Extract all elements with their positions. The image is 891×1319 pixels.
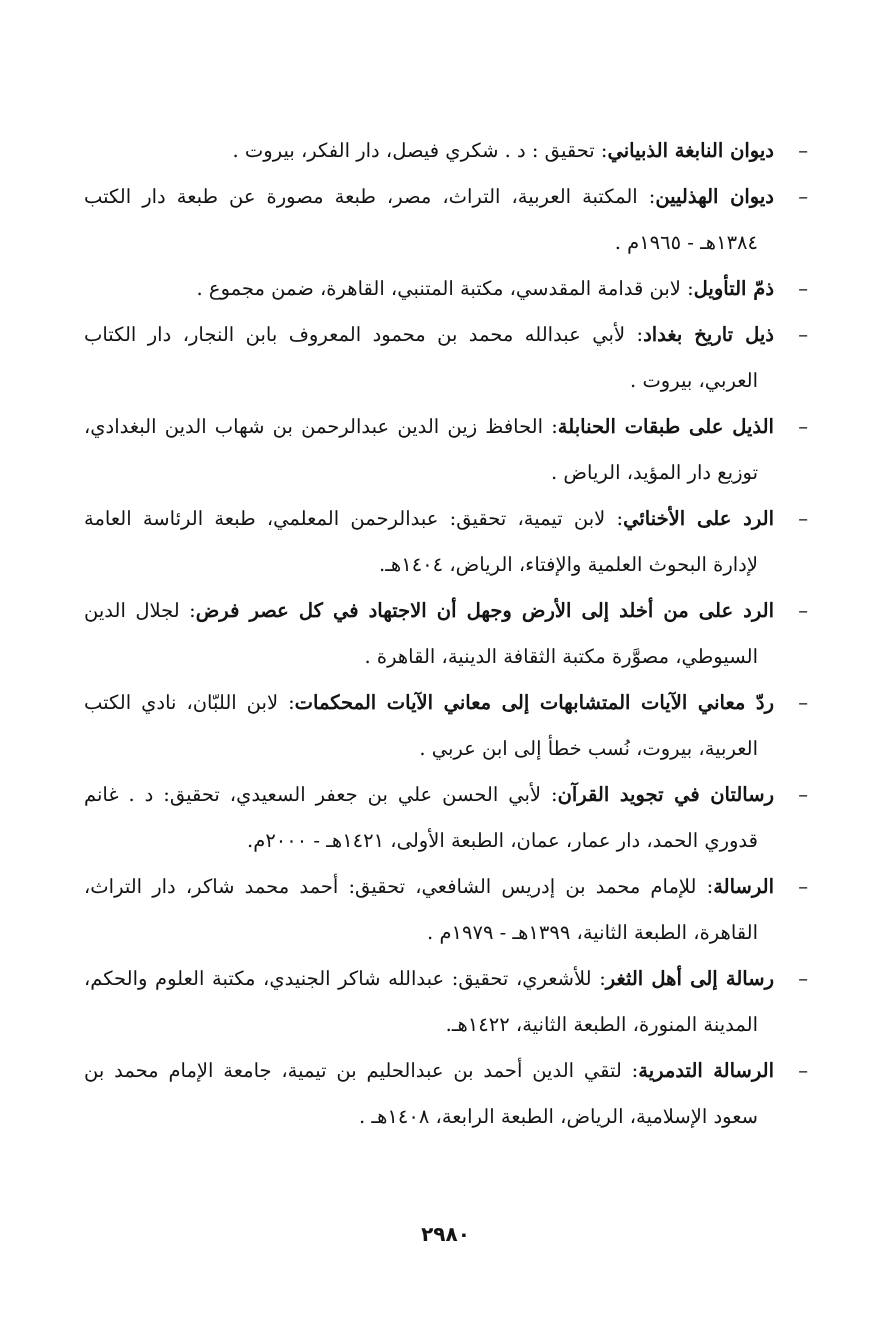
bibliography-entry — [84, 128, 808, 174]
bibliography-entry — [84, 1048, 808, 1140]
bibliography-entry — [84, 772, 808, 864]
entry-detail: : للأشعري، تحقيق: عبدالله شاكر الجنيدي، مكتبة العلوم والحكم، المدينة المنورة، الطبعة الثانية، ١٤٢٢هـ. — [84, 967, 758, 1036]
entry-detail: : لابن قدامة المقدسي، مكتبة المتنبي، القاهرة، ضمن مجموع . — [196, 277, 694, 300]
entry-title: رسالتان في تجويد القرآن — [557, 783, 774, 806]
entry-title: الرسالة — [713, 875, 774, 898]
bibliography-entry — [84, 404, 808, 496]
entry-title: ديوان الهذليين — [655, 185, 774, 208]
entry-detail: : لابن تيمية، تحقيق: عبدالرحمن المعلمي، طبعة الرئاسة العامة لإدارة البحوث العلمية والإفتاء، الرياض، ١٤٠٤هـ. — [84, 507, 758, 576]
entry-dash: – — [798, 323, 808, 346]
entry-detail: : لابن اللبّان، نادي الكتب العربية، بيروت، نُسب خطأ إلى ابن عربي . — [84, 691, 758, 760]
entry-dash: – — [798, 967, 808, 990]
entry-dash: – — [798, 783, 808, 806]
entry-detail: : تحقيق : د . شكري فيصل، دار الفكر، بيروت . — [232, 139, 608, 162]
entry-detail: : المكتبة العربية، التراث، مصر، طبعة مصورة عن طبعة دار الكتب ١٣٨٤هـ - ١٩٦٥م . — [84, 185, 758, 254]
entry-detail: : الحافظ زين الدين عبدالرحمن بن شهاب الدين البغدادي، توزيع دار المؤيد، الرياض . — [84, 415, 758, 484]
entry-dash: – — [798, 185, 808, 208]
entry-title: الرسالة التدمرية — [638, 1059, 775, 1082]
entry-title: الرد على من أخلد إلى الأرض وجهل أن الاجتهاد في كل عصر فرض — [195, 599, 774, 622]
entry-detail: : للإمام محمد بن إدريس الشافعي، تحقيق: أحمد محمد شاكر، دار التراث، القاهرة، الطبعة الثانية، ١٣٩٩هـ - ١٩٧٩م . — [84, 875, 758, 944]
entry-dash: – — [798, 415, 808, 438]
entry-title: ذمّ التأويل — [693, 277, 774, 300]
entry-title: رسالة إلى أهل الثغر — [605, 967, 774, 990]
entry-dash: – — [798, 277, 808, 300]
entry-dash: – — [798, 599, 808, 622]
entry-detail: : لأبي عبدالله محمد بن محمود المعروف بابن النجار، دار الكتاب العربي، بيروت . — [84, 323, 758, 392]
bibliography-entry — [84, 680, 808, 772]
bibliography-entry — [84, 312, 808, 404]
entry-detail: : لتقي الدين أحمد بن عبدالحليم بن تيمية، جامعة الإمام محمد بن سعود الإسلامية، الرياض، الطبعة الرابعة، ١٤٠٨هـ . — [84, 1059, 758, 1128]
entry-dash: – — [798, 507, 808, 530]
bibliography-entry — [84, 266, 808, 312]
entry-title: الرد على الأخنائي — [623, 507, 774, 530]
bibliography-entry — [84, 864, 808, 956]
entry-dash: – — [798, 691, 808, 714]
bibliography-entry — [84, 496, 808, 588]
entry-dash: – — [798, 1059, 809, 1082]
entry-detail: : لجلال الدين السيوطي، مصوَّرة مكتبة الثقافة الدينية، القاهرة . — [84, 599, 758, 668]
entry-title: ردّ معاني الآيات المتشابهات إلى معاني الآيات المحكمات — [294, 691, 774, 714]
bibliography-page — [84, 128, 808, 1140]
bibliography-entry — [84, 956, 808, 1048]
page-number: ٢٩٨٠ — [421, 1222, 470, 1246]
entry-title: الذيل على طبقات الحنابلة — [557, 415, 774, 438]
entry-title: ذيل تاريخ بغداد — [643, 323, 774, 346]
bibliography-entry — [84, 588, 808, 680]
entry-dash: – — [798, 139, 808, 162]
entry-detail: : لأبي الحسن علي بن جعفر السعيدي، تحقيق: د . غانم قدوري الحمد، دار عمار، عمان، الطبعة الأولى، ١٤٢١هـ - ٢٠٠٠م. — [84, 783, 758, 852]
entry-title: ديوان النابغة الذبياني — [607, 139, 774, 162]
entry-dash: – — [798, 875, 808, 898]
bibliography-entry — [84, 174, 808, 266]
